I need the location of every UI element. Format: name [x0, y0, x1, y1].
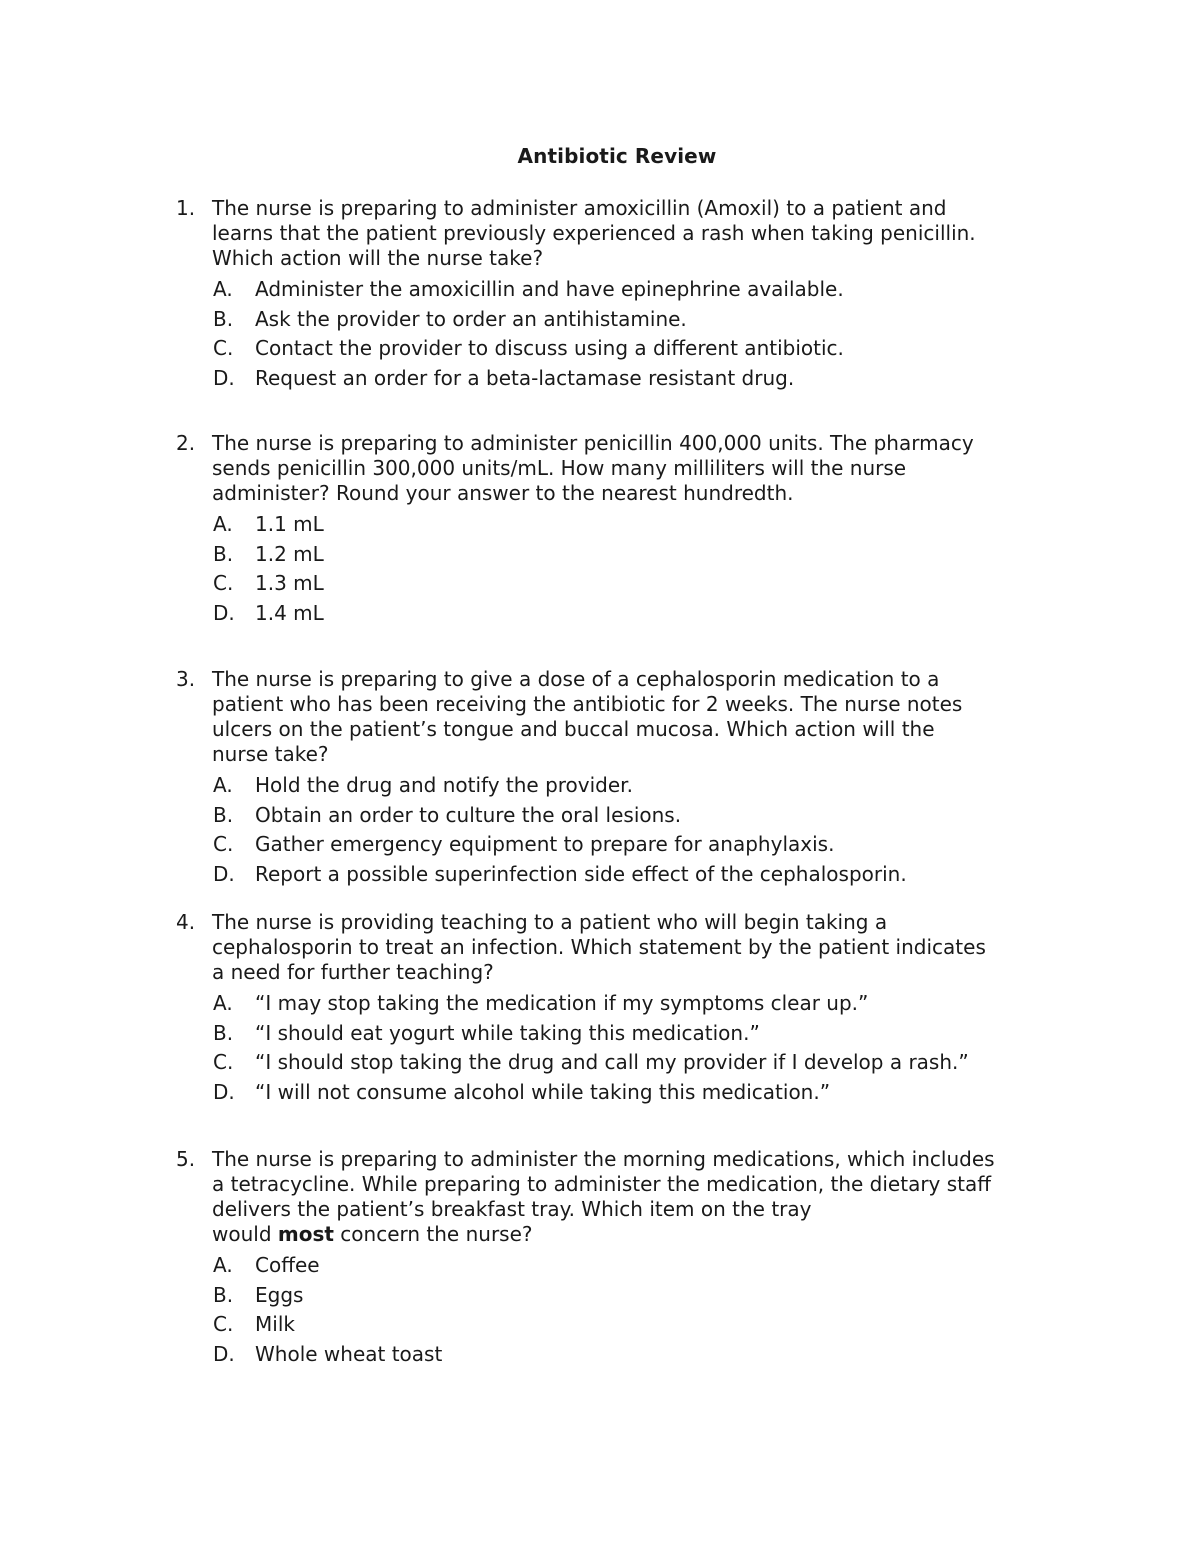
question-2: [176, 431, 1076, 628]
option-text: Whole wheat toast: [255, 1341, 443, 1366]
answer-option: [176, 599, 1076, 629]
option-text: Gather emergency equipment to prepare for anaphylaxis.: [255, 832, 835, 856]
question-3: [176, 667, 1076, 889]
option-text: Ask the provider to order an antihistamine.: [255, 306, 687, 331]
answer-options: [176, 275, 1076, 393]
answer-option: [176, 1340, 1076, 1370]
answer-option: [176, 275, 1076, 305]
option-text: Eggs: [255, 1282, 304, 1307]
question-number: 2.: [176, 431, 196, 455]
answer-option: [176, 830, 1076, 860]
option-text: “I will not consume alcohol while taking this medication.”: [255, 1079, 831, 1104]
option-text: Report a possible superinfection side effect of the cephalosporin.: [255, 861, 907, 886]
option-text: Request an order for a beta-lactamase resistant drug.: [255, 365, 795, 390]
option-text: 1.4 mL: [255, 600, 324, 625]
option-letter: B.: [213, 802, 234, 827]
question-text: The nurse is preparing to administer penicillin 400,000 units. The pharmacy sends penicillin 300,000 units/mL. How many milliliters will the nurse administer? Round your answer to the nearest hundredth.: [212, 431, 974, 505]
question-4: [176, 910, 1076, 1107]
question-text: The nurse is preparing to administer amoxicillin (Amoxil) to a patient and learns that the patient previously experienced a rash when taking penicillin. Which action will the nurse take?: [212, 196, 976, 270]
answer-option: [176, 1078, 1076, 1108]
answer-option: [176, 860, 1076, 890]
answer-option: [176, 1019, 1076, 1049]
answer-option: [176, 771, 1076, 801]
option-letter: C.: [213, 1050, 234, 1074]
answer-option: [176, 364, 1076, 394]
answer-options: [176, 510, 1076, 628]
answer-option: [176, 569, 1076, 599]
answer-option: [176, 1048, 1076, 1078]
option-text: Contact the provider to discuss using a different antibiotic.: [255, 336, 844, 360]
option-letter: C.: [213, 832, 234, 856]
answer-option: [176, 334, 1076, 364]
answer-options: [176, 771, 1076, 889]
answer-options: [176, 989, 1076, 1107]
answer-option: [176, 1281, 1076, 1311]
option-letter: D.: [213, 365, 235, 390]
option-letter: A.: [213, 277, 233, 301]
option-letter: C.: [213, 1312, 234, 1336]
option-text: Administer the amoxicillin and have epinephrine available.: [255, 277, 844, 301]
option-letter: D.: [213, 861, 235, 886]
answer-options: [176, 1251, 1076, 1369]
option-text: 1.2 mL: [255, 541, 324, 566]
question-number: 5.: [176, 1147, 196, 1171]
question-text: The nurse is preparing to give a dose of a cephalosporin medication to a patient who has been receiving the antibiotic for 2 weeks. The nurse notes ulcers on the patient’s tongue and buccal mucosa. Which action will the nurse take?: [212, 667, 963, 766]
question-number: 1.: [176, 196, 196, 220]
question-number: 3.: [176, 667, 196, 691]
answer-option: [176, 801, 1076, 831]
option-letter: A.: [213, 512, 233, 536]
answer-option: [176, 540, 1076, 570]
option-text: “I may stop taking the medication if my symptoms clear up.”: [255, 991, 869, 1015]
answer-option: [176, 305, 1076, 335]
question-text: [212, 1147, 1076, 1247]
answer-option: [176, 1310, 1076, 1340]
question-5: [176, 1147, 1076, 1369]
option-letter: C.: [213, 571, 234, 595]
option-text: 1.1 mL: [255, 512, 324, 536]
option-letter: B.: [213, 1282, 234, 1307]
answer-option: [176, 989, 1076, 1019]
option-letter: C.: [213, 336, 234, 360]
option-letter: A.: [213, 991, 233, 1015]
question-number: 4.: [176, 910, 196, 934]
option-letter: D.: [213, 1341, 235, 1366]
answer-option: [176, 510, 1076, 540]
document-title: Antibiotic Review: [517, 144, 717, 168]
option-text: “I should eat yogurt while taking this medication.”: [255, 1020, 760, 1045]
question-text-part: The nurse is preparing to administer the morning medications, which includes a tetracycline. While preparing to administer the medication, the dietary staff delivers the patient’s breakfast tray. Which item on the tray would: [212, 1147, 995, 1246]
option-text: 1.3 mL: [255, 571, 324, 595]
answer-option: [176, 1251, 1076, 1281]
question-text-part: concern the nurse?: [333, 1222, 533, 1246]
option-text: Coffee: [255, 1253, 320, 1277]
option-letter: D.: [213, 600, 235, 625]
question-1: [176, 196, 1076, 393]
option-text: Hold the drug and notify the provider.: [255, 773, 633, 797]
option-text: Milk: [255, 1312, 295, 1336]
emphasis-text: most: [277, 1222, 334, 1246]
option-letter: B.: [213, 541, 234, 566]
option-letter: D.: [213, 1079, 235, 1104]
option-letter: A.: [213, 1253, 233, 1277]
option-text: Obtain an order to culture the oral lesions.: [255, 802, 682, 827]
option-text: “I should stop taking the drug and call my provider if I develop a rash.”: [255, 1050, 969, 1074]
option-letter: B.: [213, 1020, 234, 1045]
question-text: The nurse is providing teaching to a patient who will begin taking a cephalosporin to treat an infection. Which statement by the patient indicates a need for further teaching?: [212, 910, 986, 984]
option-letter: A.: [213, 773, 233, 797]
option-letter: B.: [213, 306, 234, 331]
